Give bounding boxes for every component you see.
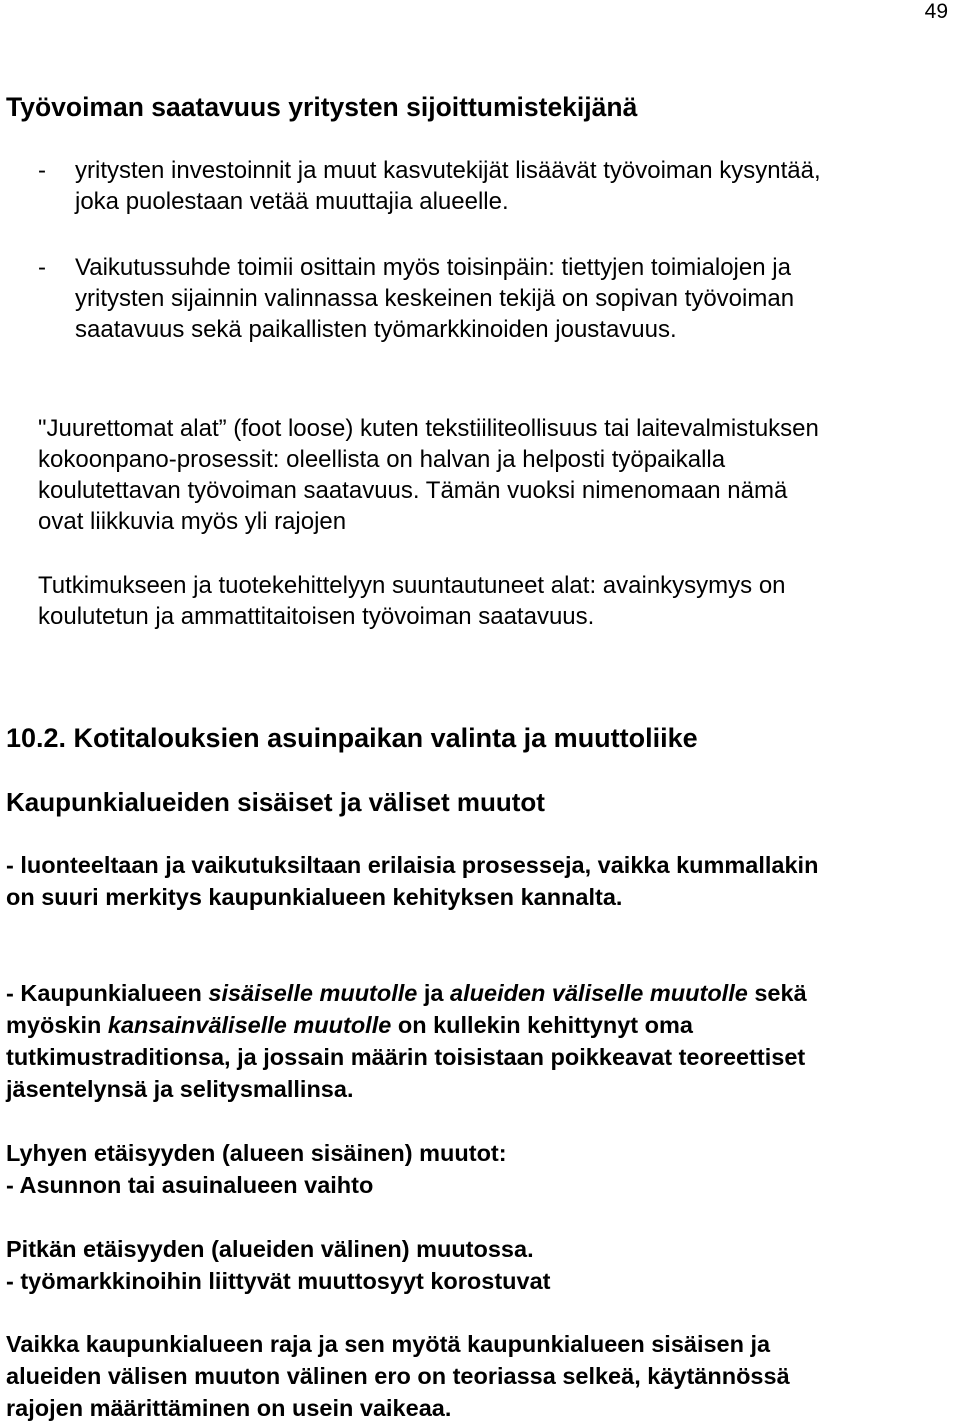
section-title: Työvoiman saatavuus yritysten sijoittumistekijänä (6, 92, 638, 122)
paragraph: - luonteeltaan ja vaikutuksiltaan erilaisia prosesseja, vaikka kummallakin on suuri merkitys kaupunkialueen kehityksen kannalta. (6, 852, 819, 910)
short-distance-item: - Asunnon tai asuinalueen vaihto (6, 1172, 374, 1198)
paragraph: Vaikka kaupunkialueen raja ja sen myötä kaupunkialueen sisäisen ja alueiden välisen muuton välinen ero on teoriassa selkeä, käytännössä rajojen määrittäminen on usein vaikeaa. (6, 1331, 790, 1421)
subheading: Kaupunkialueiden sisäiset ja väliset muutot (6, 787, 545, 817)
bullet-item (38, 155, 898, 217)
italic-span: alueiden väliselle muutolle (450, 980, 748, 1006)
bullet-item (38, 252, 898, 345)
text-span: - Kaupunkialueen (6, 980, 209, 1006)
text-span: ja (417, 980, 451, 1006)
italic-span: sisäiselle muutolle (208, 980, 418, 1006)
section-heading: 10.2. Kotitalouksien asuinpaikan valinta ja muuttoliike (6, 723, 698, 753)
long-distance-item: - työmarkkinoihin liittyvät muuttosyyt korostuvat (6, 1268, 551, 1294)
text-span: on kullekin kehittynyt oma tutkimustraditionsa, ja jossain määrin toisistaan poikkeavat teoreettiset jäsentelynsä ja selitysmallinsa. (6, 1012, 806, 1102)
paragraph: "Juurettomat alat” (foot loose) kuten tekstiiliteollisuus tai laitevalmistuksen kokoonpano-prosessit: oleellista on halvan ja helposti työpaikalla koulutettavan työvoiman saatavuus. Tämän vuoksi nimenomaan nämä ovat liikkuvia myös yli rajojen (38, 415, 819, 535)
long-distance-title: Pitkän etäisyyden (alueiden välinen) muutossa. (6, 1236, 534, 1262)
bullet-text: Vaikutussuhde toimii osittain myös toisinpäin: tiettyjen toimialojen ja yritysten sijainnin valinnassa keskeinen tekijä on sopivan työvoiman saatavuus sekä paikallisten työmarkkinoiden joustavuus. (75, 254, 795, 343)
paragraph: Tutkimukseen ja tuotekehittelyyn suuntautuneet alat: avainkysymys on koulutetun ja ammattitaitoisen työvoiman saatavuus. (38, 572, 786, 630)
bullet-dash: - (38, 157, 46, 184)
text-span: sekä myöskin (6, 980, 807, 1038)
bullet-text: yritysten investoinnit ja muut kasvutekijät lisäävät työvoiman kysyntää, joka puolestaan vetää muuttajia alueelle. (75, 157, 821, 215)
short-distance-title: Lyhyen etäisyyden (alueen sisäinen) muutot: (6, 1140, 507, 1166)
paragraph (6, 977, 856, 1105)
italic-span: kansainväliselle muutolle (107, 1012, 392, 1038)
page-number: 49 (924, 0, 948, 23)
bullet-dash: - (38, 254, 46, 281)
